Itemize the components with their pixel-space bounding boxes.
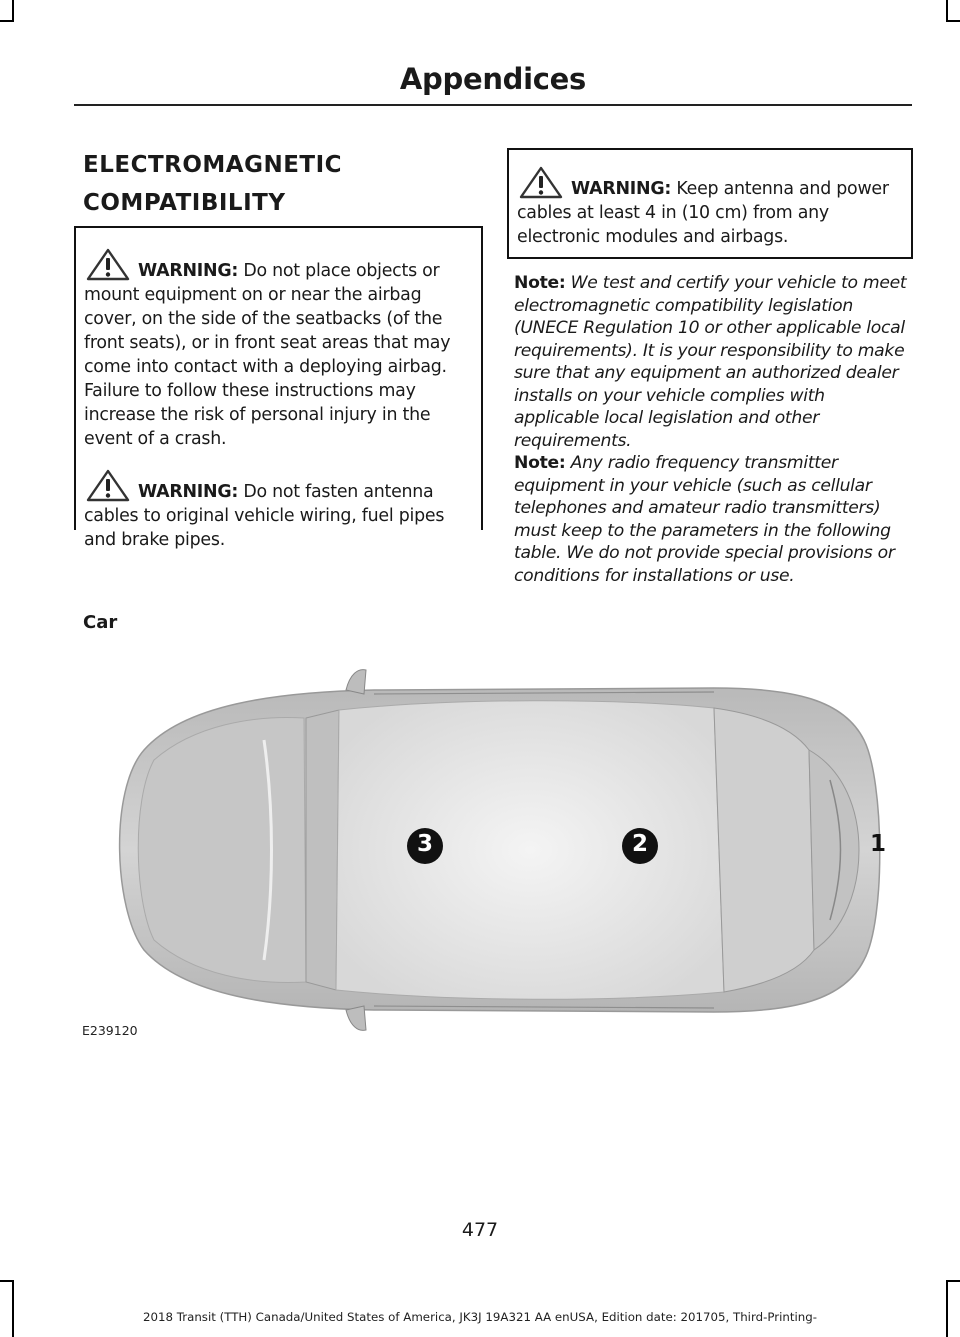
section-title-line: ELECTROMAGNETIC bbox=[83, 152, 343, 178]
crop-mark bbox=[0, 1280, 14, 1282]
page-header-title: Appendices bbox=[399, 62, 586, 96]
warning-block bbox=[84, 469, 475, 552]
warning-text: Do not fasten antenna cables to original vehicle wiring, fuel pipes and brake pipes. bbox=[84, 482, 445, 550]
warning-block bbox=[84, 248, 475, 451]
crop-mark bbox=[946, 1280, 960, 1282]
warning-text: Keep antenna and power cables at least 4 in (10 cm) from any electronic modules and airbags. bbox=[517, 179, 889, 247]
crop-mark bbox=[0, 20, 14, 22]
warning-triangle-icon bbox=[84, 248, 132, 282]
note-paragraph bbox=[514, 452, 909, 587]
page-number: 477 bbox=[461, 1219, 499, 1241]
car-top-view-image bbox=[74, 660, 912, 1048]
note-paragraph bbox=[514, 272, 909, 452]
note-text: Any radio frequency transmitter equipment in your vehicle (such as cellular telephones and amateur radio transmitters) must keep to the parameters in the following table. We do not provide special provisions or conditions for installations or use. bbox=[514, 453, 895, 586]
section-title bbox=[83, 146, 342, 222]
note-label: Note: bbox=[514, 453, 566, 473]
crop-mark bbox=[946, 20, 960, 22]
warning-triangle-icon bbox=[517, 166, 565, 200]
crop-mark bbox=[946, 1280, 948, 1337]
callout-2: 2 bbox=[631, 831, 648, 857]
note-text: We test and certify your vehicle to meet electromagnetic compatibility legislation (UNECE Regulation 10 or other applicable local requirements). It is your responsibility to make sure that any equipment an authorized dealer installs on your vehicle complies with applicable local legislation and other requirements. bbox=[514, 273, 907, 451]
warning-triangle-icon bbox=[84, 469, 132, 503]
warning-label: WARNING: bbox=[571, 179, 672, 199]
warning-block bbox=[517, 166, 907, 249]
warning-text: Do not place objects or mount equipment on or near the airbag cover, on the side of the seatbacks (of the front seats), or in front seat areas that may come into contact with a deploying airbag. Failure to follow these instructions may increase the risk of personal injury in the event of a crash. bbox=[84, 261, 451, 449]
figure-code: E239120 bbox=[82, 1023, 138, 1038]
callout-3: 3 bbox=[416, 831, 433, 857]
header-divider bbox=[74, 104, 912, 106]
callout-1: 1 bbox=[870, 831, 887, 857]
figure-caption: Car bbox=[83, 612, 118, 633]
car-illustration bbox=[74, 660, 912, 1048]
crop-mark bbox=[12, 0, 14, 22]
warning-label: WARNING: bbox=[138, 482, 239, 502]
warning-box bbox=[507, 148, 913, 259]
warning-label: WARNING: bbox=[138, 261, 239, 281]
note-label: Note: bbox=[514, 273, 566, 293]
crop-mark bbox=[12, 1280, 14, 1337]
warning-box bbox=[74, 226, 483, 550]
page-footer: 2018 Transit (TTH) Canada/United States of America, JK3J 19A321 AA enUSA, Edition date: 201705, Third-Printing- bbox=[143, 1310, 817, 1324]
crop-mark bbox=[946, 0, 948, 22]
section-title-line: COMPATIBILITY bbox=[83, 190, 286, 216]
